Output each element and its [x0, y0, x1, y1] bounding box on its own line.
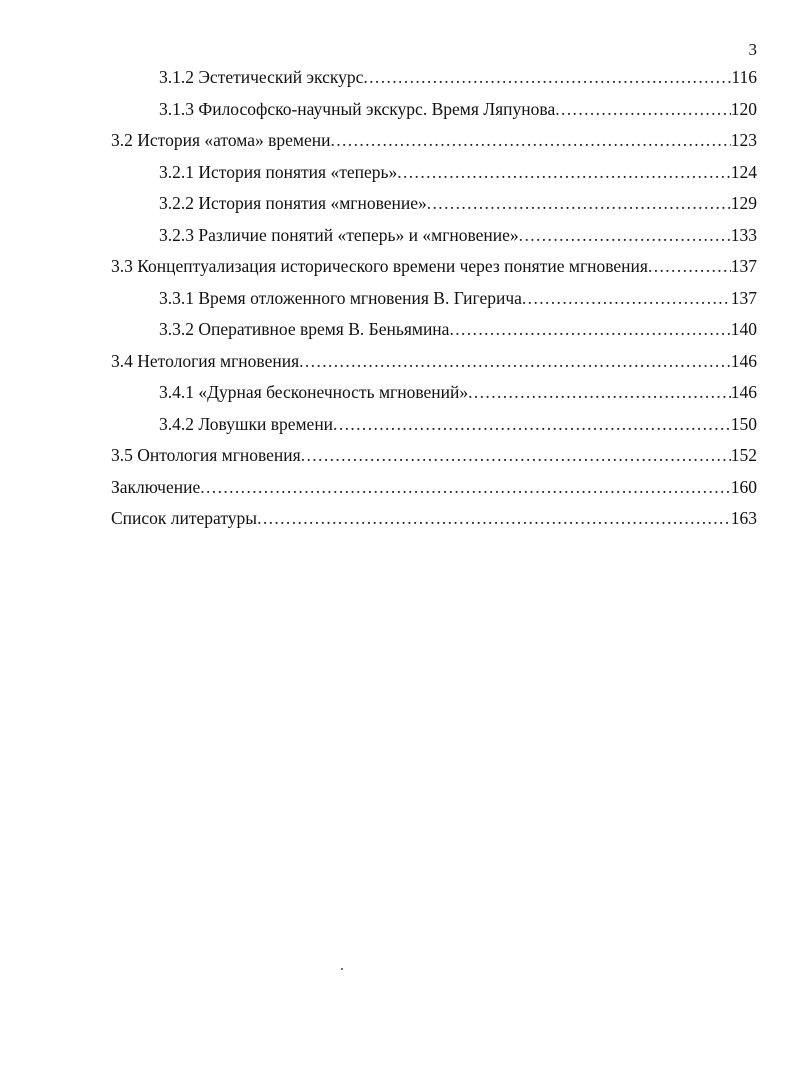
scan-speck	[341, 968, 343, 970]
toc-dot-leader	[333, 414, 731, 435]
toc-entry	[111, 67, 757, 99]
toc-dot-leader	[648, 256, 731, 277]
toc-entry-page: 140	[730, 319, 757, 339]
toc-entry	[111, 351, 757, 383]
toc-entry	[111, 99, 757, 131]
table-of-contents	[111, 67, 757, 540]
toc-entry-page: 137	[730, 287, 757, 308]
toc-entry	[111, 162, 757, 194]
toc-dot-leader	[468, 382, 731, 403]
toc-entry-title: Заключение	[111, 476, 201, 497]
toc-dot-leader	[427, 193, 731, 214]
toc-entry-title: 3.1.2 Эстетический экскурс	[159, 67, 364, 87]
toc-entry-page: 137	[730, 256, 757, 276]
toc-entry-page: 129	[730, 193, 757, 213]
toc-dot-leader	[301, 445, 731, 466]
toc-entry	[111, 193, 757, 225]
toc-dot-leader	[257, 508, 731, 529]
toc-entry-page: 116	[731, 67, 757, 87]
toc-dot-leader	[299, 351, 731, 372]
toc-dot-leader	[449, 319, 730, 340]
toc-entry-page: 160	[730, 476, 757, 497]
toc-entry-page: 133	[730, 224, 757, 245]
toc-entry-title: Список литературы	[111, 508, 258, 528]
toc-entry	[111, 225, 757, 257]
toc-entry	[111, 445, 757, 477]
toc-dot-leader	[555, 99, 731, 120]
toc-entry-title: 3.1.3 Философско-научный экскурс. Время Ляпунова	[159, 98, 556, 119]
toc-entry	[111, 477, 757, 509]
toc-entry-page: 120	[730, 98, 757, 119]
toc-dot-leader	[200, 477, 731, 498]
toc-entry-title: 3.2.3 Различие понятий «теперь» и «мгновение»	[159, 224, 519, 245]
toc-entry-title: 3.4.2 Ловушки времени	[159, 413, 334, 434]
toc-dot-leader	[330, 130, 730, 151]
toc-entry	[111, 382, 757, 414]
toc-entry-page: 123	[730, 130, 757, 150]
toc-dot-leader	[397, 162, 731, 183]
toc-entry-page: 124	[730, 161, 757, 182]
toc-entry-title: 3.2.1 История понятия «теперь»	[159, 161, 398, 182]
toc-entry-page: 152	[730, 445, 757, 465]
page-number: 3	[748, 40, 757, 59]
toc-entry-title: 3.4.1 «Дурная бесконечность мгновений»	[159, 382, 469, 402]
toc-entry	[111, 256, 757, 288]
toc-entry	[111, 319, 757, 351]
toc-entry-title: 3.4 Нетология мгновения	[111, 350, 300, 371]
toc-entry	[111, 508, 757, 540]
toc-entry-title: 3.3 Концептуализация исторического времени через понятие мгновения	[111, 256, 648, 276]
toc-entry-page: 150	[730, 413, 757, 434]
toc-entry-title: 3.2 История «атома» времени	[111, 130, 331, 150]
toc-entry	[111, 130, 757, 162]
toc-entry-title: 3.5 Онтология мгновения	[111, 445, 301, 465]
toc-entry-title: 3.3.2 Оперативное время В. Беньямина	[159, 319, 450, 339]
toc-entry-page: 146	[730, 350, 757, 371]
toc-entry	[111, 288, 757, 320]
toc-entry-page: 146	[730, 382, 757, 402]
toc-entry	[111, 414, 757, 446]
toc-entry-title: 3.2.2 История понятия «мгновение»	[159, 193, 427, 213]
toc-entry-title: 3.3.1 Время отложенного мгновения В. Гигерича	[159, 287, 522, 308]
toc-dot-leader	[519, 225, 731, 246]
toc-entry-page: 163	[730, 508, 757, 528]
toc-dot-leader	[522, 288, 731, 309]
toc-dot-leader	[363, 67, 731, 88]
